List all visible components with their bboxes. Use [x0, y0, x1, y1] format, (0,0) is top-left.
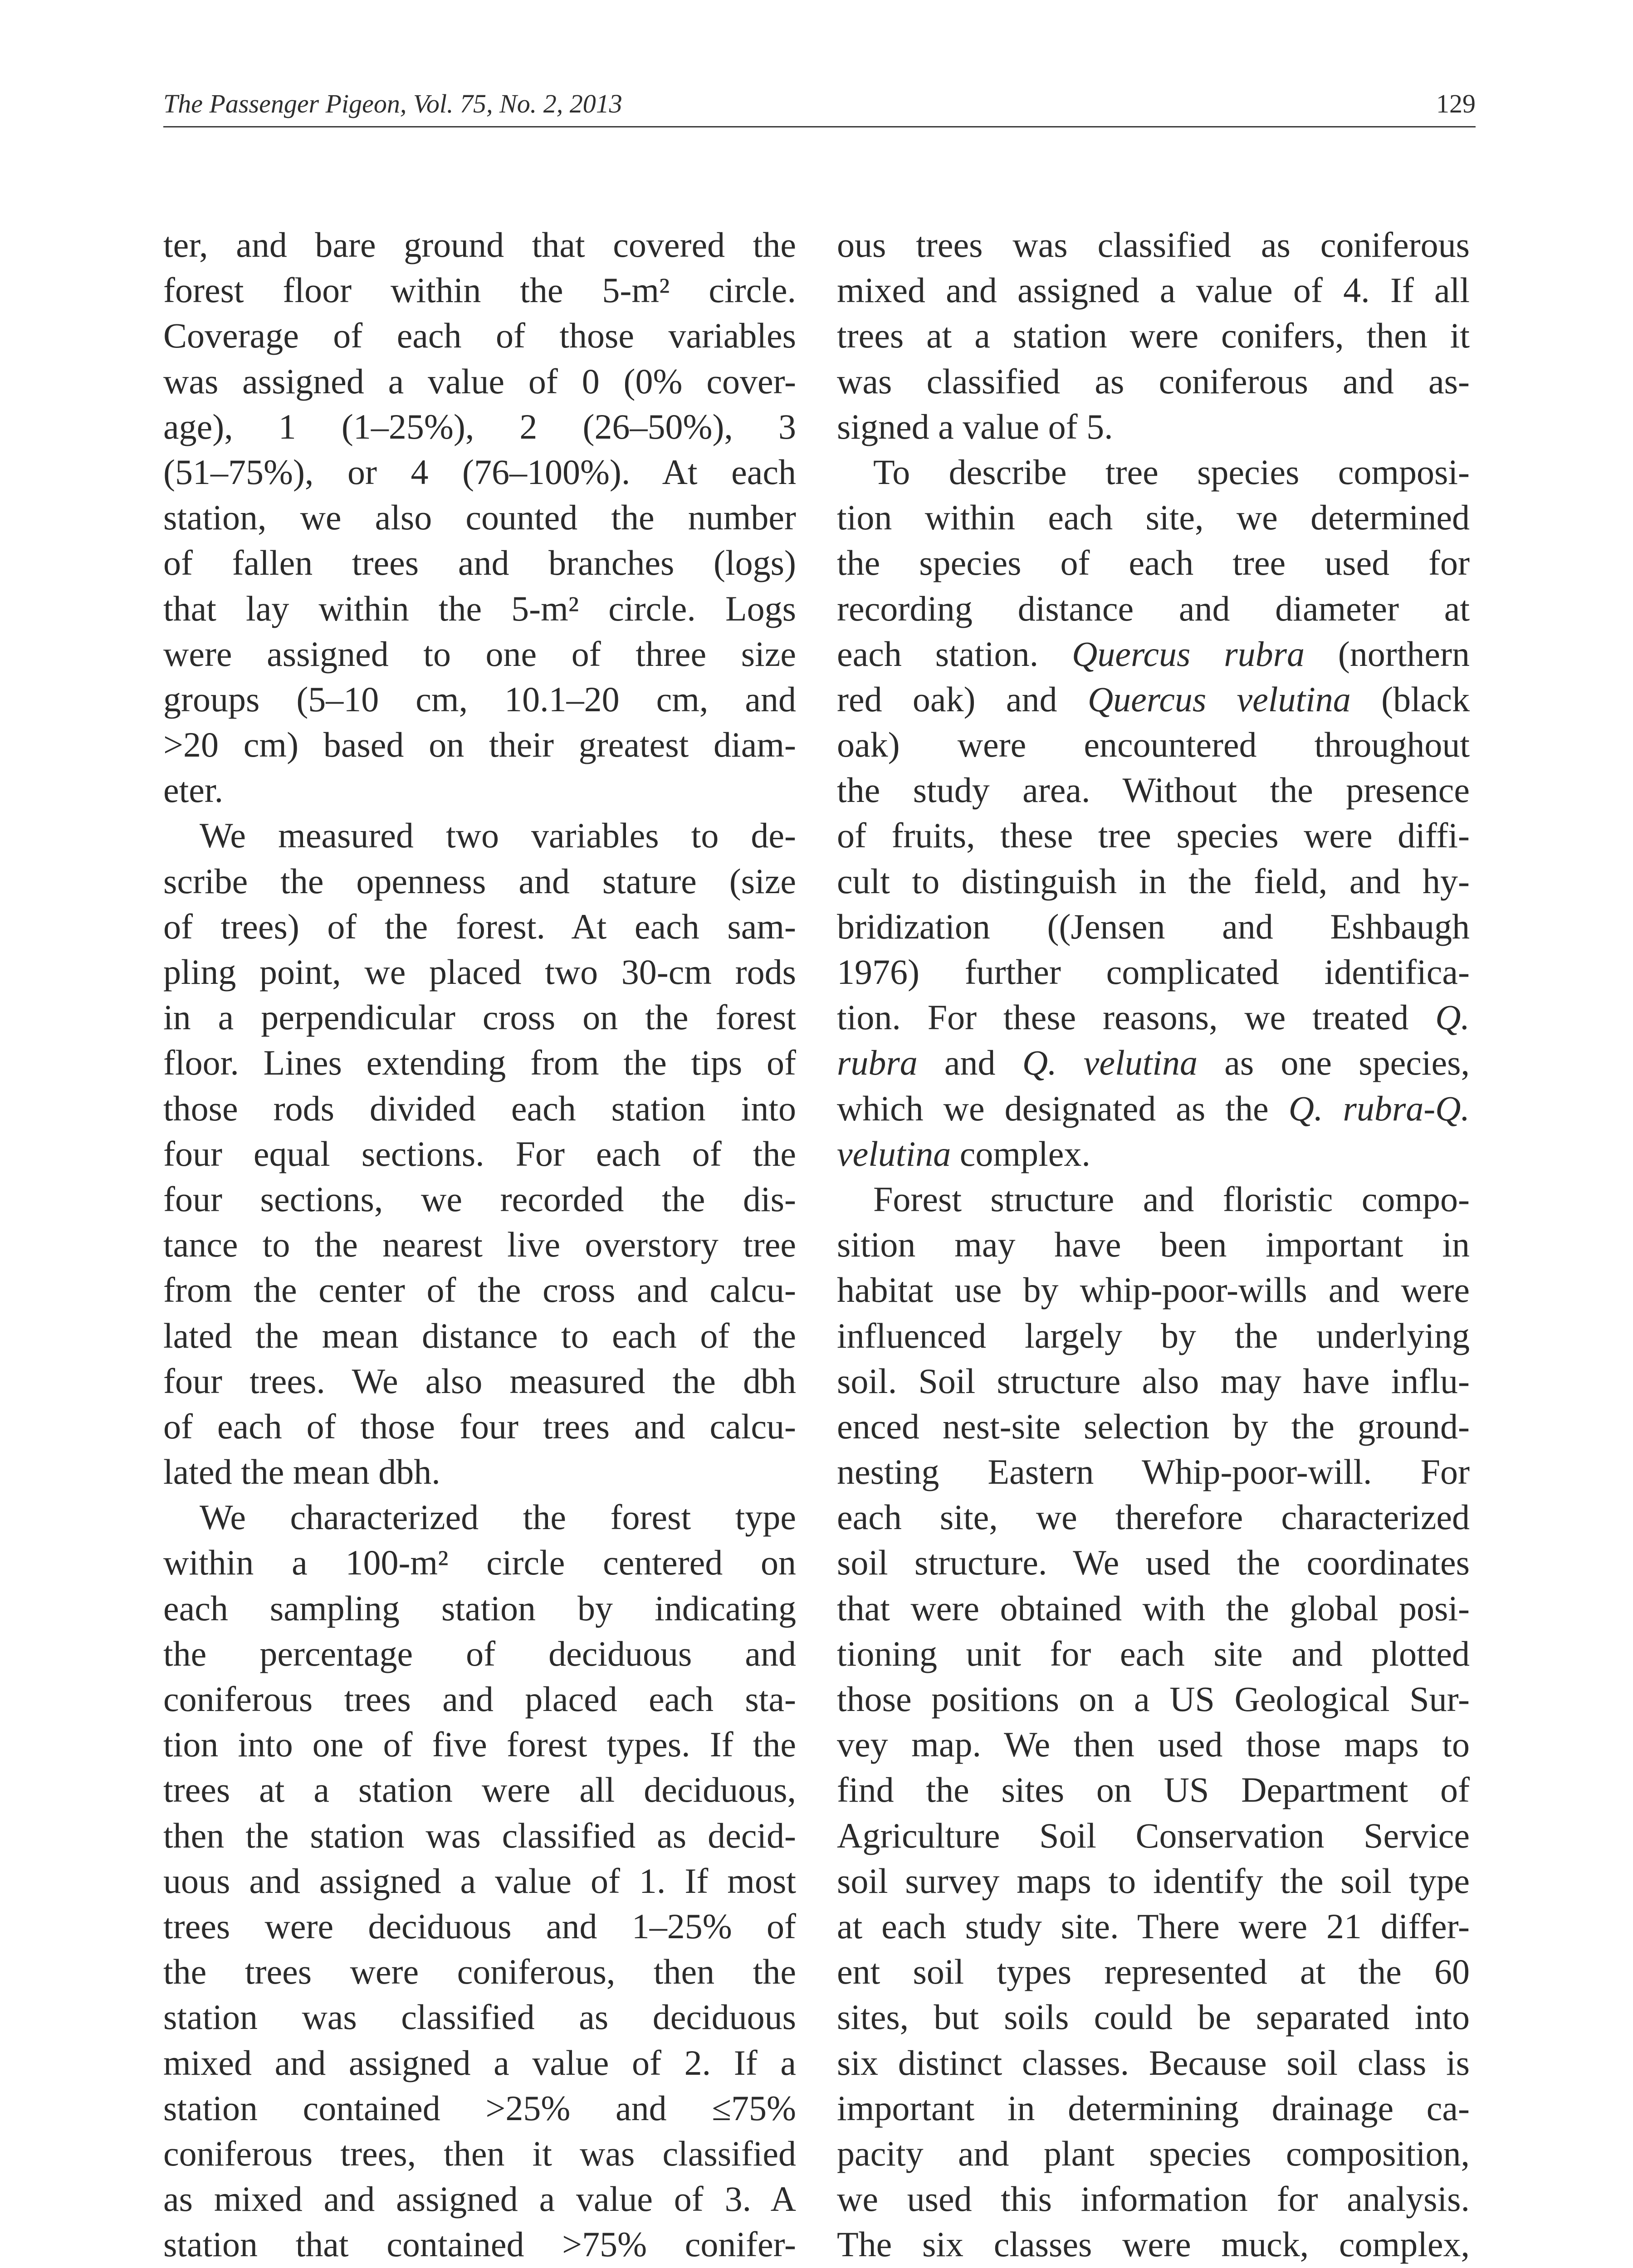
- text-line: trees at a station were conifers, then it: [837, 316, 1470, 356]
- page-number: 129: [1436, 89, 1476, 118]
- text-line: from the center of the cross and calcu-: [163, 1270, 796, 1310]
- text-line: mixed and assigned a value of 2. If a: [163, 2043, 796, 2082]
- text-line: of fallen trees and branches (logs): [163, 543, 796, 583]
- text-line: of each of those four trees and calcu-: [163, 1406, 796, 1446]
- text-line: We characterized the forest type: [200, 1497, 796, 1537]
- text-line: each sampling station by indicating: [163, 1588, 796, 1628]
- text-line: ter, and bare ground that covered the: [163, 225, 796, 264]
- text-line: ous trees was classified as coniferous: [837, 225, 1470, 264]
- text-line: four sections, we recorded the dis-: [163, 1179, 796, 1219]
- text-line: trees were deciduous and 1–25% of: [163, 1906, 796, 1946]
- text-line: pacity and plant species composition,: [837, 2133, 1470, 2173]
- text-line: Agriculture Soil Conservation Service: [837, 1815, 1470, 1855]
- text-line: four trees. We also measured the dbh: [163, 1361, 796, 1401]
- text-line: was assigned a value of 0 (0% cover-: [163, 361, 796, 401]
- text-line: the species of each tree used for: [837, 543, 1470, 583]
- text-line: were assigned to one of three size: [163, 634, 796, 674]
- text-line: cult to distinguish in the field, and hy-: [837, 861, 1470, 901]
- text-line: six distinct classes. Because soil class is: [837, 2043, 1470, 2082]
- text-line: recording distance and diameter at: [837, 588, 1470, 628]
- text-line: tion into one of five forest types. If the: [163, 1725, 796, 1765]
- journal-title: The Passenger Pigeon, Vol. 75, No. 2, 2013: [163, 89, 622, 118]
- text-line: ent soil types represented at the 60: [837, 1952, 1470, 1992]
- text-line: habitat use by whip-poor-wills and were: [837, 1270, 1470, 1310]
- text-line: the trees were coniferous, then the: [163, 1952, 796, 1992]
- text-line: soil. Soil structure also may have influ-: [837, 1361, 1470, 1401]
- text-line: enced nest-site selection by the ground-: [837, 1406, 1470, 1446]
- text-line: (51–75%), or 4 (76–100%). At each: [163, 452, 796, 492]
- text-line: we used this information for analysis.: [837, 2179, 1470, 2219]
- text-line: trees at a station were all deciduous,: [163, 1770, 796, 1810]
- text-line: signed a value of 5.: [837, 406, 1113, 446]
- text-line: coniferous trees, then it was classified: [163, 2133, 796, 2173]
- text-line: >20 cm) based on their greatest diam-: [163, 725, 796, 765]
- text-line: bridization ((Jensen and Eshbaugh: [837, 906, 1470, 946]
- text-line: was classified as coniferous and as-: [837, 361, 1470, 401]
- left-text-column: [163, 222, 796, 2268]
- text-line: age), 1 (1–25%), 2 (26–50%), 3: [163, 406, 796, 446]
- text-line: the study area. Without the presence: [837, 770, 1470, 810]
- right-text-column: [837, 222, 1470, 2268]
- text-line: station was classified as deciduous: [163, 1997, 796, 2037]
- text-line: sition may have been important in: [837, 1225, 1470, 1265]
- text-line: then the station was classified as decid-: [163, 1815, 796, 1855]
- text-line: rubra and Q. velutina as one species,: [837, 1043, 1470, 1083]
- text-line: lated the mean distance to each of the: [163, 1315, 796, 1355]
- text-line: that were obtained with the global posi-: [837, 1588, 1470, 1628]
- text-line: soil survey maps to identify the soil type: [837, 1861, 1470, 1901]
- text-line: station contained >25% and ≤75%: [163, 2088, 796, 2128]
- text-line: tioning unit for each site and plotted: [837, 1633, 1470, 1673]
- text-line: at each study site. There were 21 differ-: [837, 1906, 1470, 1946]
- text-line: scribe the openness and stature (size: [163, 861, 796, 901]
- text-line: uous and assigned a value of 1. If most: [163, 1861, 796, 1901]
- text-line: forest floor within the 5-m² circle.: [163, 270, 796, 310]
- text-line: the percentage of deciduous and: [163, 1633, 796, 1673]
- text-line: those rods divided each station into: [163, 1088, 796, 1128]
- text-line: eter.: [163, 770, 224, 810]
- text-line: each station. Quercus rubra (northern: [837, 634, 1470, 674]
- text-line: Coverage of each of those variables: [163, 316, 796, 356]
- text-line: floor. Lines extending from the tips of: [163, 1043, 796, 1083]
- text-line: four equal sections. For each of the: [163, 1134, 796, 1173]
- text-line: oak) were encountered throughout: [837, 725, 1470, 765]
- text-line: as mixed and assigned a value of 3. A: [163, 2179, 796, 2219]
- text-line: vey map. We then used those maps to: [837, 1725, 1470, 1765]
- text-line: mixed and assigned a value of 4. If all: [837, 270, 1470, 310]
- text-line: red oak) and Quercus velutina (black: [837, 679, 1470, 719]
- text-line: each site, we therefore characterized: [837, 1497, 1470, 1537]
- text-line: To describe tree species composi-: [873, 452, 1470, 492]
- text-line: nesting Eastern Whip-poor-will. For: [837, 1452, 1470, 1492]
- text-line: lated the mean dbh.: [163, 1452, 440, 1492]
- text-line: tance to the nearest live overstory tree: [163, 1225, 796, 1265]
- running-head: [163, 84, 1476, 127]
- text-line: velutina complex.: [837, 1134, 1090, 1173]
- text-line: coniferous trees and placed each sta-: [163, 1679, 796, 1719]
- text-line: We measured two variables to de-: [200, 816, 796, 855]
- text-line: important in determining drainage ca-: [837, 2088, 1470, 2128]
- text-line: those positions on a US Geological Sur-: [837, 1679, 1470, 1719]
- text-line: within a 100-m² circle centered on: [163, 1543, 796, 1583]
- text-line: station, we also counted the number: [163, 498, 796, 538]
- text-line: The six classes were muck, complex,: [837, 2224, 1470, 2264]
- text-line: which we designated as the Q. rubra-Q.: [837, 1088, 1470, 1128]
- text-line: 1976) further complicated identifica-: [837, 952, 1470, 992]
- text-line: tion. For these reasons, we treated Q.: [837, 997, 1470, 1037]
- text-line: soil structure. We used the coordinates: [837, 1543, 1470, 1583]
- text-line: that lay within the 5-m² circle. Logs: [163, 588, 796, 628]
- text-line: tion within each site, we determined: [837, 498, 1470, 538]
- text-line: of fruits, these tree species were diffi-: [837, 816, 1470, 855]
- text-line: pling point, we placed two 30-cm rods: [163, 952, 796, 992]
- text-line: in a perpendicular cross on the forest: [163, 997, 796, 1037]
- text-line: groups (5–10 cm, 10.1–20 cm, and: [163, 679, 796, 719]
- text-line: station that contained >75% conifer-: [163, 2224, 796, 2264]
- text-line: sites, but soils could be separated into: [837, 1997, 1470, 2037]
- text-line: influenced largely by the underlying: [837, 1315, 1470, 1355]
- text-line: of trees) of the forest. At each sam-: [163, 906, 796, 946]
- text-line: Forest structure and floristic compo-: [873, 1179, 1470, 1219]
- text-line: find the sites on US Department of: [837, 1770, 1470, 1810]
